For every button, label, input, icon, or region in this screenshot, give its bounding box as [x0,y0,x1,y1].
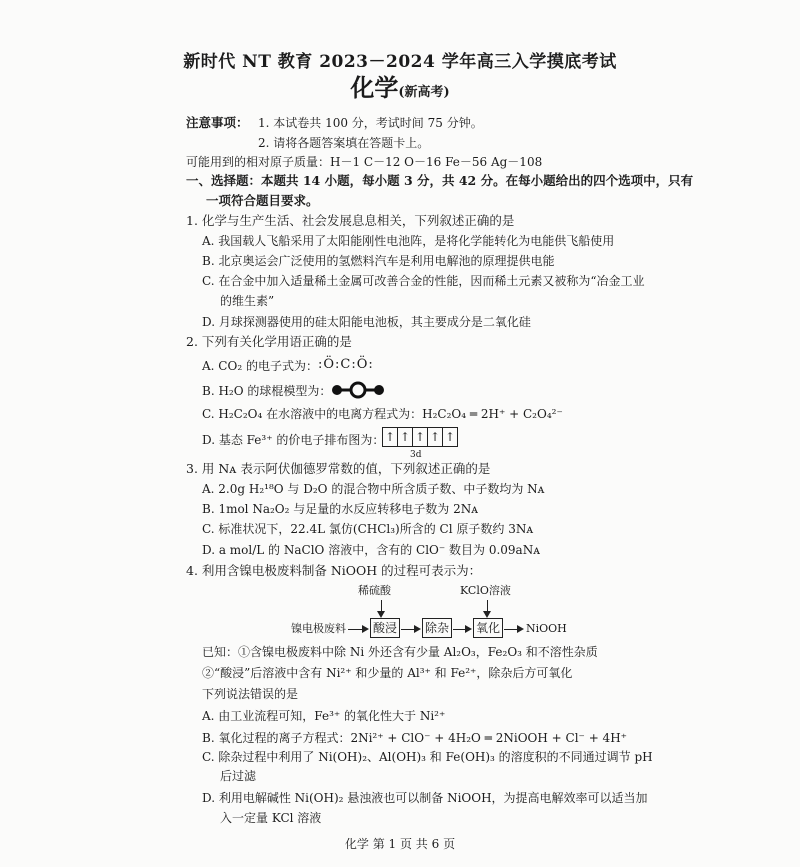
notes-item-1: 1. 本试卷共 100 分，考试时间 75 分钟。 [258,116,483,130]
q4-option-c-cont: 后过滤 [220,769,257,783]
orbital-box: ↑ [428,428,443,446]
page-footer: 化学 第 1 页 共 6 页 [344,837,456,851]
exam-title: 新时代 NT 教育 2023－2024 学年高三入学摸底考试 [183,52,617,72]
flow-step-remove-impurity: 除杂 [422,618,452,638]
co2-electron-formula: :Ö:C:Ö: [318,357,374,372]
flow-input: 镍电极废料 [291,622,346,635]
flow-arrow [401,629,415,630]
q4-option-b: B. 氧化过程的离子方程式：2Ni²⁺ + ClO⁻ + 4H₂O ═ 2NiOOH + Cl⁻ + 4H⁺ [202,731,627,745]
flow-arrowhead [483,611,491,618]
q1-option-c-cont: 的维生素” [220,294,275,308]
q1-option-a: A. 我国载人飞船采用了太阳能刚性电池阵，是将化学能转化为电能供飞船使用 [202,234,615,248]
q2-option-a: A. CO₂ 的电子式为： [202,359,318,373]
notes-label: 注意事项： [186,115,249,130]
q4-stem: 4. 利用含镍电极废料制备 NiOOH 的过程可表示为： [186,563,482,578]
notes-item-2: 2. 请将各题答案填在答题卡上。 [258,136,430,150]
flow-step-acid-leach: 酸浸 [370,618,400,638]
fe3-orbital-diagram [382,427,458,447]
flow-arrowhead [465,625,472,633]
q4-option-a: A. 由工业流程可知，Fe³⁺ 的氧化性大于 Ni²⁺ [202,709,446,723]
q2-option-d: D. 基态 Fe³⁺ 的价电子排布图为： [202,433,385,447]
flow-arrowhead [414,625,421,633]
h2o-ball-stick-model [330,381,386,399]
section-heading: 一、选择题：本题共 14 小题，每小题 3 分，共 42 分。在每小题给出的四个选项中，只有 [186,173,694,188]
flow-output: NiOOH [526,622,567,635]
q4-known-2: ②“酸浸”后溶液中含有 Ni²⁺ 和少量的 Al³⁺ 和 Fe²⁺，除杂后方可氧化 [202,666,573,680]
q4-known-1: 已知：①含镍电极废料中除 Ni 外还含有少量 Al₂O₃，Fe₂O₃ 和不溶性杂质 [202,645,598,659]
q4-option-d: D. 利用电解碱性 Ni(OH)₂ 悬浊液也可以制备 NiOOH，为提高电解效率可以适当加 [202,791,648,805]
flow-arrow [504,629,518,630]
q1-option-b: B. 北京奥运会广泛使用的氢燃料汽车是利用电解池的原理提供电能 [202,254,555,268]
subject-title [0,73,800,102]
subject-note: (新高考) [398,85,450,100]
q4-option-c: C. 除杂过程中利用了 Ni(OH)₂、Al(OH)₃ 和 Fe(OH)₃ 的溶度积的不同通过调节 pH [202,750,653,764]
q2-stem: 2. 下列有关化学用语正确的是 [186,334,352,349]
orbital-label: 3d [410,450,422,460]
q2-option-b: B. H₂O 的球棍模型为： [202,384,332,398]
flow-reagent-1: 稀硫酸 [358,584,391,597]
flow-arrowhead [377,611,385,618]
q3-stem: 3. 用 Nᴀ 表示阿伏伽德罗常数的值，下列叙述正确的是 [186,461,491,476]
q1-option-d: D. 月球探测器使用的硅太阳能电池板，其主要成分是二氧化硅 [202,315,531,329]
orbital-box: ↑ [398,428,413,446]
atomic-mass-line: 可能用到的相对原子质量：H－1 C－12 O－16 Fe－56 Ag－108 [186,155,543,169]
q3-option-b: B. 1mol Na₂O₂ 与足量的水反应转移电子数为 2Nᴀ [202,502,478,516]
orbital-box: ↑ [383,428,398,446]
flow-arrowhead [362,625,369,633]
flow-arrow [348,629,363,630]
flow-step-oxidize: 氧化 [473,618,503,638]
orbital-box: ↑ [413,428,428,446]
section-heading-2: 一项符合题目要求。 [206,193,319,208]
orbital-box: ↑ [444,430,456,444]
q2-option-c: C. H₂C₂O₄ 在水溶液中的电离方程式为：H₂C₂O₄ ═ 2H⁺ + C₂O₄²⁻ [202,407,563,421]
q4-option-d-cont: 入一定量 KCl 溶液 [220,811,322,825]
q1-stem: 1. 化学与生产生活、社会发展息息相关，下列叙述正确的是 [186,213,515,228]
q3-option-c: C. 标准状况下，22.4L 氯仿(CHCl₃)所含的 Cl 原子数约 3Nᴀ [202,522,534,536]
flow-reagent-2: KClO溶液 [460,584,511,597]
subject-name: 化学 [350,73,399,102]
q4-ask: 下列说法错误的是 [202,687,299,701]
q3-option-d: D. a mol/L 的 NaClO 溶液中，含有的 ClO⁻ 数目为 0.09aNᴀ [202,543,540,557]
q1-option-c: C. 在合金中加入适量稀土金属可改善合金的性能，因而稀土元素又被称为“冶金工业 [202,274,645,288]
flow-arrowhead [517,625,524,633]
q3-option-a: A. 2.0g H₂¹⁸O 与 D₂O 的混合物中所含质子数、中子数均为 Nᴀ [202,482,545,496]
